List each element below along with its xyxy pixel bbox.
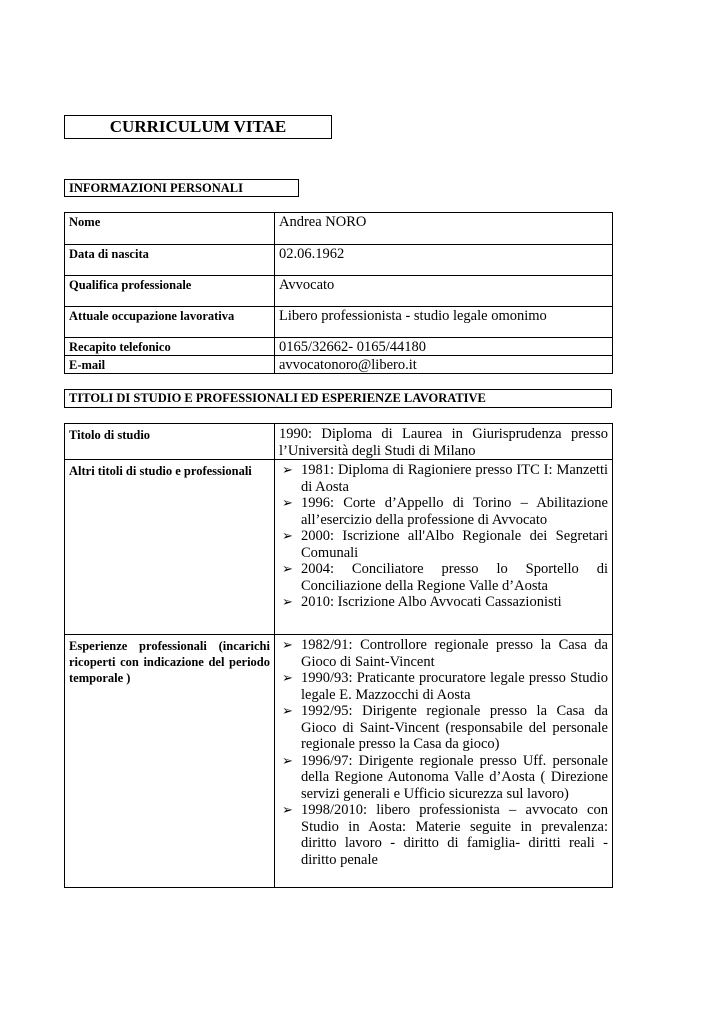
list-item-text: 2004: Conciliatore presso lo Sportello di Conciliazione della Regione Valle d’Aosta: [301, 561, 608, 594]
arrowhead-bullet-icon: ➢: [282, 594, 293, 609]
table-row: [65, 356, 613, 374]
row-value: Andrea NORO: [275, 213, 613, 245]
section-heading-personal-info: INFORMAZIONI PERSONALI: [64, 179, 299, 197]
section-heading-studies-experience: TITOLI DI STUDIO E PROFESSIONALI ED ESPERIENZE LAVORATIVE: [64, 389, 612, 408]
table-row: [65, 307, 613, 338]
row-label: Qualifica professionale: [65, 276, 275, 307]
studies-experience-table: [64, 423, 613, 888]
arrowhead-bullet-icon: ➢: [282, 495, 293, 510]
table-row: [65, 338, 613, 356]
row-label: E-mail: [65, 356, 275, 374]
list-item: [279, 670, 608, 703]
list-item-text: 1996/97: Dirigente regionale presso Uff. personale della Regione Autonoma Valle d’Aosta ( Direzione servizi generali e Ufficio sicurezza sul lavoro): [301, 752, 608, 802]
list-item-text: 2010: Iscrizione Albo Avvocati Cassazionisti: [301, 594, 562, 610]
arrowhead-bullet-icon: ➢: [282, 637, 293, 652]
row-value: Avvocato: [275, 276, 613, 307]
personal-info-table: [64, 212, 613, 374]
row-label: Data di nascita: [65, 245, 275, 276]
row-value: avvocatonoro@libero.it: [275, 356, 613, 374]
row-label: Recapito telefonico: [65, 338, 275, 356]
arrowhead-bullet-icon: ➢: [282, 802, 293, 817]
arrowhead-bullet-icon: ➢: [282, 528, 293, 543]
list-item-text: 1996: Corte d’Appello di Torino – Abilitazione all’esercizio della professione di Avvocato: [301, 495, 608, 528]
row-value: [275, 635, 613, 888]
list-item: [279, 753, 608, 803]
list-item-text: 1990/93: Praticante procuratore legale presso Studio legale E. Mazzocchi di Aosta: [301, 670, 608, 703]
list-item: [279, 528, 608, 561]
row-value: 1990: Diploma di Laurea in Giurisprudenza presso l’Università degli Studi di Milano: [275, 424, 613, 460]
row-label: Altri titoli di studio e professionali: [65, 460, 275, 635]
table-row: [65, 245, 613, 276]
list: [279, 462, 608, 611]
table-row: [65, 213, 613, 245]
list-item: [279, 802, 608, 868]
row-value: 0165/32662- 0165/44180: [275, 338, 613, 356]
table-row: [65, 460, 613, 635]
list: [279, 637, 608, 868]
arrowhead-bullet-icon: ➢: [282, 462, 293, 477]
row-label: Esperienze professionali (incarichi ricoperti con indicazione del periodo temporale ): [65, 635, 275, 888]
list-item: [279, 495, 608, 528]
row-label: Nome: [65, 213, 275, 245]
arrowhead-bullet-icon: ➢: [282, 752, 293, 768]
list-item-text: 1981: Diploma di Ragioniere presso ITC I: Manzetti di Aosta: [301, 462, 608, 495]
list-item-text: 2000: Iscrizione all'Albo Regionale dei Segretari Comunali: [301, 528, 608, 561]
document-title: CURRICULUM VITAE: [64, 115, 332, 139]
row-label: Titolo di studio: [65, 424, 275, 460]
row-label: Attuale occupazione lavorativa: [65, 307, 275, 338]
table-row: [65, 276, 613, 307]
list-item: [279, 462, 608, 495]
row-value: Libero professionista - studio legale omonimo: [275, 307, 613, 338]
list-item-text: 1998/2010: libero professionista – avvocato con Studio in Aosta: Materie seguite in prevalenza: diritto lavoro - diritto di famiglia- diritti reali - diritto penale: [301, 802, 608, 868]
list-item: [279, 703, 608, 753]
arrowhead-bullet-icon: ➢: [282, 561, 293, 576]
list-item-text: 1992/95: Dirigente regionale presso la Casa da Gioco di Saint-Vincent (responsabile del personale regionale presso la Casa da gioco): [301, 703, 608, 752]
table-row: [65, 635, 613, 888]
arrowhead-bullet-icon: ➢: [282, 670, 293, 685]
table-row: [65, 424, 613, 460]
list-item-text: 1982/91: Controllore regionale presso la Casa da Gioco di Saint-Vincent: [301, 637, 608, 670]
list-item: [279, 561, 608, 594]
row-value: [275, 460, 613, 635]
list-item: [279, 594, 608, 611]
list-item: [279, 637, 608, 670]
row-value: 02.06.1962: [275, 245, 613, 276]
arrowhead-bullet-icon: ➢: [282, 703, 293, 718]
